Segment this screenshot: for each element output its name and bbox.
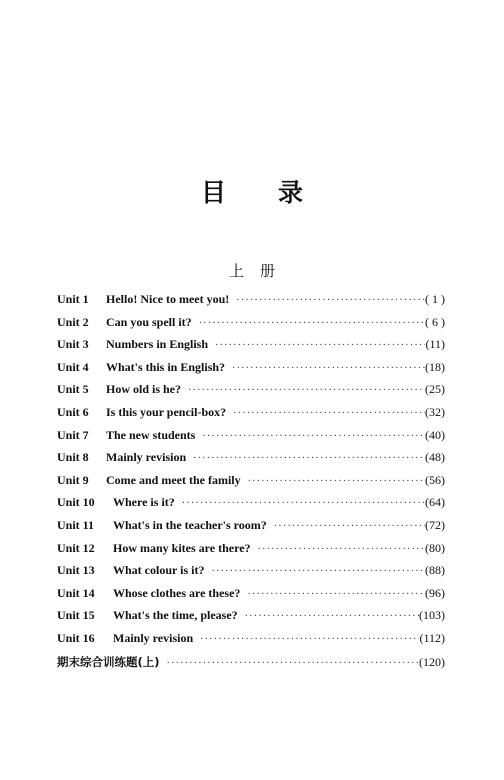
unit-number: Unit 6 <box>57 404 89 419</box>
toc-entry[interactable] <box>57 473 445 496</box>
volume-heading-right: 册 <box>260 262 276 280</box>
unit-title: Numbers in English <box>106 337 209 352</box>
dot-leader <box>244 589 425 600</box>
dot-leader <box>233 295 425 306</box>
unit-number: Unit 8 <box>57 450 89 465</box>
page-number: (18) <box>425 359 445 374</box>
page-number: (32) <box>425 404 445 419</box>
unit-number: Unit 9 <box>57 472 89 487</box>
dot-leader <box>185 385 425 396</box>
volume-heading <box>0 260 504 281</box>
dot-leader <box>245 476 425 487</box>
dot-leader <box>190 453 425 464</box>
unit-number: Unit 14 <box>57 585 95 600</box>
unit-title: How old is he? <box>106 382 182 397</box>
exam-title: 期末综合训练题(上) <box>57 654 160 669</box>
page-title-left: 目 <box>200 178 226 207</box>
unit-number: Unit 11 <box>57 517 95 532</box>
page-number: ( 1 ) <box>425 292 445 306</box>
unit-title: Come and meet the family <box>106 472 241 487</box>
toc-entry[interactable] <box>57 405 445 428</box>
unit-number: Unit 4 <box>57 359 89 374</box>
unit-number: Unit 7 <box>57 427 89 442</box>
page-number: (64) <box>425 495 445 510</box>
dot-leader <box>197 634 419 645</box>
toc-entry[interactable] <box>57 563 445 586</box>
toc-entry[interactable] <box>57 495 445 518</box>
page-number: (25) <box>425 382 445 397</box>
dot-leader <box>255 544 425 555</box>
unit-title: What colour is it? <box>113 563 205 578</box>
unit-title: What's this in English? <box>106 359 226 374</box>
dot-leader <box>164 658 419 669</box>
toc-entry[interactable] <box>57 337 445 360</box>
unit-title: Mainly revision <box>106 450 187 465</box>
page-number: (40) <box>425 427 445 442</box>
page-number: (96) <box>425 585 445 600</box>
toc-entry[interactable] <box>57 382 445 405</box>
unit-number: Unit 2 <box>57 314 89 329</box>
dot-leader <box>212 340 425 351</box>
dot-leader <box>199 431 425 442</box>
dot-leader <box>196 318 425 329</box>
unit-number: Unit 1 <box>57 292 89 306</box>
unit-title: Can you spell it? <box>106 314 192 329</box>
toc-entry[interactable] <box>57 360 445 383</box>
page-number: (56) <box>425 472 445 487</box>
page-number: (11) <box>425 337 445 352</box>
toc-entry[interactable] <box>57 541 445 564</box>
page-title-right: 录 <box>278 178 304 207</box>
page-number: (48) <box>425 450 445 465</box>
page-number: (120) <box>419 654 445 669</box>
dot-leader <box>229 363 425 374</box>
unit-title: Whose clothes are these? <box>113 585 241 600</box>
unit-title: The new students <box>106 427 196 442</box>
unit-number: Unit 3 <box>57 337 89 352</box>
volume-heading-left: 上 <box>228 262 244 280</box>
page-number: ( 6 ) <box>425 314 445 329</box>
toc-entry[interactable] <box>57 586 445 609</box>
unit-title: What's the time, please? <box>113 608 238 623</box>
unit-number: Unit 15 <box>57 608 95 623</box>
page-number: (103) <box>419 608 445 623</box>
unit-number: Unit 12 <box>57 540 95 555</box>
dot-leader <box>208 566 425 577</box>
unit-title: What's in the teacher's room? <box>113 517 267 532</box>
dot-leader <box>230 408 425 419</box>
toc-entry[interactable] <box>57 292 445 315</box>
toc-entry[interactable] <box>57 315 445 338</box>
toc-entry[interactable] <box>57 608 445 631</box>
page-number: (112) <box>419 630 445 645</box>
toc-entry-final-exam[interactable] <box>57 654 445 677</box>
unit-number: Unit 13 <box>57 563 95 578</box>
unit-title: Mainly revision <box>113 630 194 645</box>
unit-title: Hello! Nice to meet you! <box>106 292 230 306</box>
page-number: (80) <box>425 540 445 555</box>
unit-number: Unit 16 <box>57 630 95 645</box>
dot-leader <box>179 498 425 509</box>
page-number: (72) <box>425 517 445 532</box>
toc-entry[interactable] <box>57 518 445 541</box>
toc-entry[interactable] <box>57 631 445 654</box>
unit-number: Unit 10 <box>57 495 95 510</box>
toc-entry[interactable] <box>57 450 445 473</box>
unit-title: Is this your pencil-box? <box>106 404 227 419</box>
unit-number: Unit 5 <box>57 382 89 397</box>
toc-entry[interactable] <box>57 428 445 451</box>
unit-title: Where is it? <box>113 495 175 510</box>
page-number: (88) <box>425 563 445 578</box>
unit-title: How many kites are there? <box>113 540 251 555</box>
dot-leader <box>271 521 425 532</box>
dot-leader <box>242 611 419 622</box>
table-of-contents <box>57 292 445 676</box>
page-title <box>0 173 504 209</box>
